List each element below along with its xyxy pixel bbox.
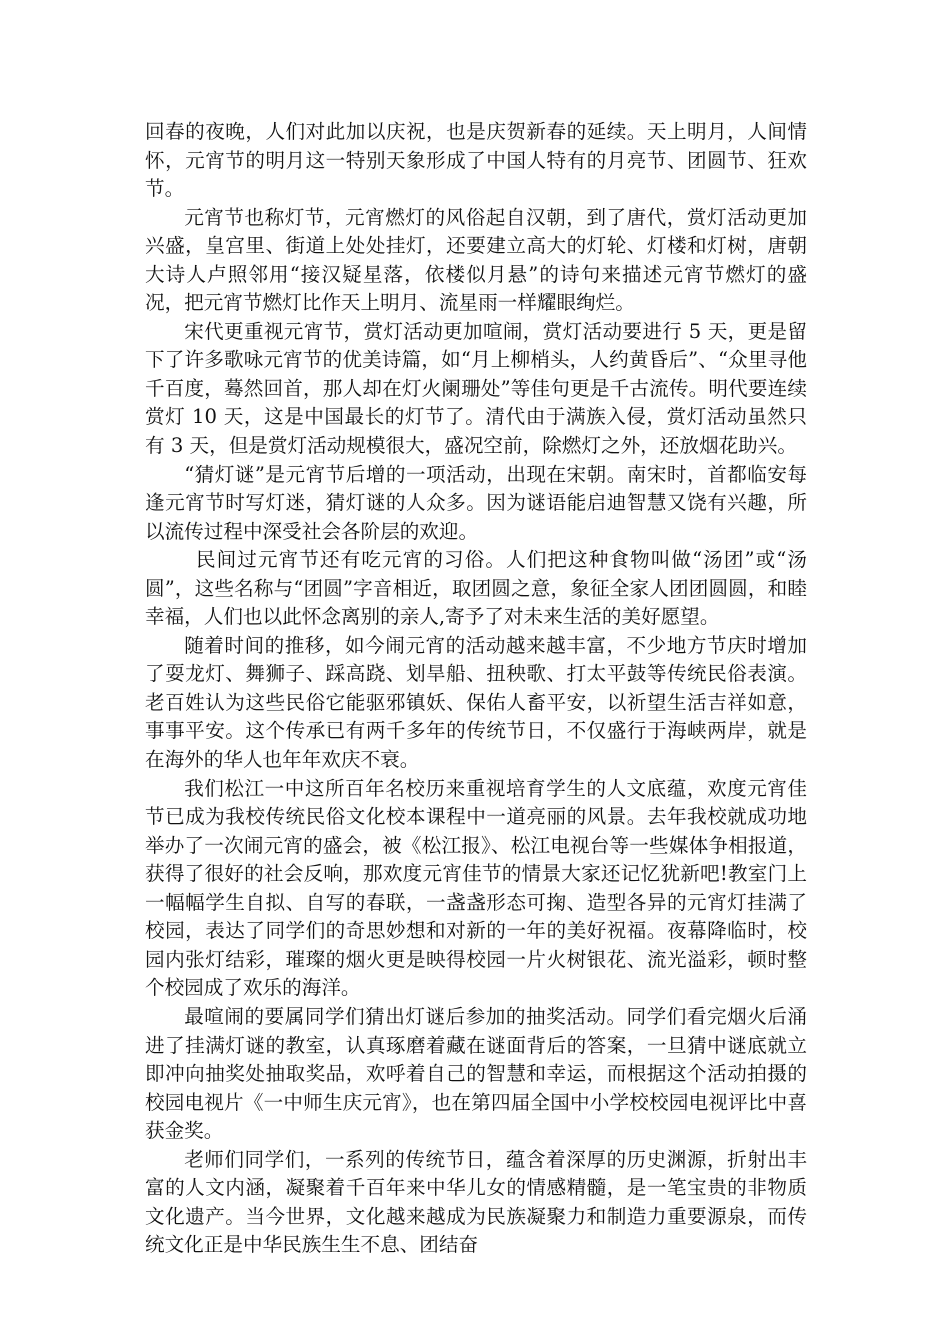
paragraph-9: 老师们同学们，一系列的传统节日，蕴含着深厚的历史渊源，折射出丰富的人文内涵，凝聚着千百年来中华儿女的情感精髓，是一笔宝贵的非物质文化遗产。当今世界，文化越来越成为民族凝聚力和制造力重要源泉，而传统文化正是中华民族生生不息、团结奋 xyxy=(145,1147,807,1257)
document-body xyxy=(145,118,807,1260)
paragraph-6: 随着时间的推移，如今闹元宵的活动越来越丰富，不少地方节庆时增加了耍龙灯、舞狮子、踩高跷、划旱船、扭秧歌、打太平鼓等传统民俗表演。老百姓认为这些民俗它能驱邪镇妖、保佑人畜平安，以祈望生活吉祥如意，事事平安。这个传承已有两千多年的传统节日，不仅盛行于海峡两岸，就是在海外的华人也年年欢庆不衰。 xyxy=(145,633,807,772)
paragraph-3: 宋代更重视元宵节，赏灯活动更加喧闹，赏灯活动要进行 5 天，更是留下了许多歌咏元宵节的优美诗篇，如“月上柳梢头，人约黄昏后”、“众里寻他千百度，蓦然回首，那人却在灯火阑珊处”等佳句更是千古流传。明代要连续赏灯 10 天，这是中国最长的灯节了。清代由于满族入侵，赏灯活动虽然只有 3 天，但是赏灯活动规模很大，盛况空前，除燃灯之外，还放烟花助兴。 xyxy=(145,319,807,458)
paragraph-8: 最喧闹的要属同学们猜出灯谜后参加的抽奖活动。同学们看完烟火后涌进了挂满灯谜的教室，认真琢磨着藏在谜面背后的答案，一旦猜中谜底就立即冲向抽奖处抽取奖品，欢呼着自己的智慧和幸运，而根据这个活动拍摄的校园电视片《一中师生庆元宵》，也在第四届全国中小学校校园电视评比中喜获金奖。 xyxy=(145,1004,807,1143)
paragraph-1: 回春的夜晚，人们对此加以庆祝，也是庆贺新春的延续。天上明月，人间情怀，元宵节的明月这一特别天象形成了中国人特有的月亮节、团圆节、狂欢节。 xyxy=(145,120,807,201)
paragraph-7: 我们松江一中这所百年名校历来重视培育学生的人文底蕴，欢度元宵佳节已成为我校传统民俗文化校本课程中一道亮丽的风景。去年我校就成功地举办了一次闹元宵的盛会，被《松江报》、松江电视台等一些媒体争相报道，获得了很好的社会反响，那欢度元宵佳节的情景大家还记忆犹新吧!教室门上一幅幅学生自拟、自写的春联，一盏盏形态可掬、造型各异的元宵灯挂满了校园，表达了同学们的奇思妙想和对新的一年的美好祝福。夜幕降临时，校园内张灯结彩，璀璨的烟火更是映得校园一片火树银花、流光溢彩，顿时整个校园成了欢乐的海洋。 xyxy=(145,776,807,1000)
paragraph-2: 元宵节也称灯节，元宵燃灯的风俗起自汉朝，到了唐代，赏灯活动更加兴盛，皇宫里、街道上处处挂灯，还要建立高大的灯轮、灯楼和灯树，唐朝大诗人卢照邻用“接汉疑星落，依楼似月悬”的诗句来描述元宵节燃灯的盛况，把元宵节燃灯比作天上明月、流星雨一样耀眼绚烂。 xyxy=(145,205,807,315)
paragraph-5: 民间过元宵节还有吃元宵的习俗。人们把这种食物叫做“汤团”或“汤圆”，这些名称与“团圆”字音相近，取团圆之意，象征全家人团团圆圆，和睦幸福，人们也以此怀念离别的亲人,寄予了对未来生活的美好愿望。 xyxy=(145,548,807,629)
paragraph-4: “猜灯谜”是元宵节后增的一项活动，出现在宋朝。南宋时，首都临安每逢元宵节时写灯迷，猜灯谜的人众多。因为谜语能启迪智慧又饶有兴趣，所以流传过程中深受社会各阶层的欢迎。 xyxy=(145,462,807,543)
